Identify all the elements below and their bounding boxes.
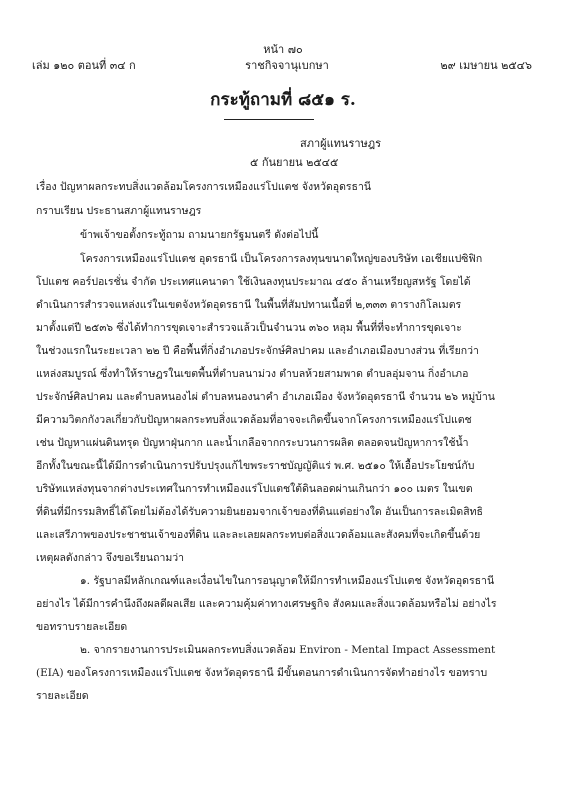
body-line: โปแตช คอร์ปอเรชั่น จำกัด ประเทศแคนาดา ใช้เงินลงทุนประมาณ ๔๕๐ ล้านเหรียญสหรัฐ โดยได้ [36, 276, 471, 288]
question-1-line: อย่างไร ได้มีการคำนึงถึงผลดีผลเสีย และความคุ้มค่าทางเศรษฐกิจ สังคมและสิ่งแวดล้อมหรือไม่ อย่างไร [36, 598, 497, 610]
body-line: มีความวิตกกังวลเกี่ยวกับปัญหาผลกระทบสิ่งแวดล้อมที่อาจจะเกิดขึ้นจากโครงการเหมืองแร่โปแตช [36, 414, 472, 426]
body-line: อีกทั้งในขณะนี้ได้มีการดำเนินการปรับปรุงแก้ไขพระราชบัญญัติแร่ พ.ศ. ๒๕๑๐ ให้เอื้อประโยชน์กับ [36, 460, 475, 472]
question-2-line: ๒. จากรายงานการประเมินผลกระทบสิ่งแวดล้อม Environ - Mental Impact Assessment [80, 644, 496, 656]
gazette-name: ราชกิจจานุเบกษา [245, 59, 329, 72]
issue-date: ๒๙ เมษายน ๒๕๔๖ [440, 59, 532, 72]
body-line: ดำเนินการสำรวจแหล่งแร่ในเขตจังหวัดอุดรธานี ในพื้นที่สัมปทานเนื้อที่ ๒,๓๓๓ ตารางกิโลเมตร [36, 299, 462, 311]
body-line: มาตั้งแต่ปี ๒๕๓๖ ซึ่งได้ทำการขุดเจาะสำรวจแล้วเป็นจำนวน ๓๖๐ หลุม พื้นที่ที่จะทำการขุดเจาะ [36, 322, 462, 334]
body-line: แหล่งสมบูรณ์ ซึ่งทำให้ราษฎรในเขตพื้นที่ตำบลนาม่วง ตำบลห้วยสามพาด ตำบลอุ่มจาน กิ่งอำเภอ [36, 368, 469, 380]
salutation: กราบเรียน ประธานสภาผู้แทนราษฎร [36, 205, 202, 217]
sender: สภาผู้แทนราษฎร [300, 137, 382, 150]
question-1-line: ขอทราบรายละเอียด [36, 621, 128, 633]
body-line: เหตุผลดังกล่าว จึงขอเรียนถามว่า [36, 552, 185, 564]
body-line: และเสรีภาพของประชาชนเจ้าของที่ดิน และละเลยผลกระทบต่อสิ่งแวดล้อมและสังคมที่จะเกิดขึ้นด้วย [36, 529, 481, 541]
question-2-line: รายละเอียด [36, 690, 89, 702]
document-title: กระทู้ถามที่ ๘๕๑ ร. [210, 90, 356, 110]
body-line: ประจักษ์ศิลปาคม และตำบลหนองไผ่ ตำบลหนองนาคำ อำเภอเมือง จังหวัดอุดรธานี จำนวน ๒๖ หมู่บ้าน [36, 391, 495, 403]
body-line: โครงการเหมืองแร่โปแตช อุดรธานี เป็นโครงการลงทุนขนาดใหญ่ของบริษัท เอเชียแปซิฟิก [80, 253, 483, 265]
letter-date: ๕ กันยายน ๒๕๔๕ [250, 156, 339, 169]
intro-line: ข้าพเจ้าขอตั้งกระทู้ถาม ถามนายกรัฐมนตรี ดังต่อไปนี้ [80, 229, 319, 241]
question-2-line: (EIA) ของโครงการเหมืองแร่โปแตช จังหวัดอุดรธานี มีขั้นตอนการดำเนินการจัดทำอย่างไร ขอทราบ [36, 667, 488, 679]
body-line: บริษัทแหล่งทุนจากต่างประเทศในการทำเหมืองแร่โปแตชใต้ดินลอดผ่านเกินกว่า ๑๐๐ เมตร ในเขต [36, 483, 473, 495]
body-line: ที่ดินที่มีกรรมสิทธิ์ได้โดยไม่ต้องได้รับความยินยอมจากเจ้าของที่ดินแต่อย่างใด อันเป็นการละเมิดสิทธิ [36, 506, 483, 518]
volume-label: เล่ม ๑๒๐ ตอนที่ ๓๔ ก [32, 59, 136, 72]
question-1-line: ๑. รัฐบาลมีหลักเกณฑ์และเงื่อนไขในการอนุญาตให้มีการทำเหมืองแร่โปแตช จังหวัดอุดรธานี [80, 575, 495, 587]
page-number: หน้า ๗๐ [263, 43, 303, 56]
body-line: เช่น ปัญหาแผ่นดินทรุด ปัญหาฝุ่นกาก และน้ำเกลือจากกระบวนการผลิต ตลอดจนปัญหาการใช้น้ำ [36, 437, 469, 449]
subject-line: เรื่อง ปัญหาผลกระทบสิ่งแวดล้อมโครงการเหมืองแร่โปแตช จังหวัดอุดรธานี [36, 181, 372, 193]
running-header [32, 56, 532, 72]
body-line: ในช่วงแรกในระยะเวลา ๒๒ ปี คือพื้นที่กิ่งอำเภอประจักษ์ศิลปาคม และอำเภอเมืองบางส่วน ที่เรียกว่า [36, 345, 479, 357]
title-divider [224, 119, 314, 120]
